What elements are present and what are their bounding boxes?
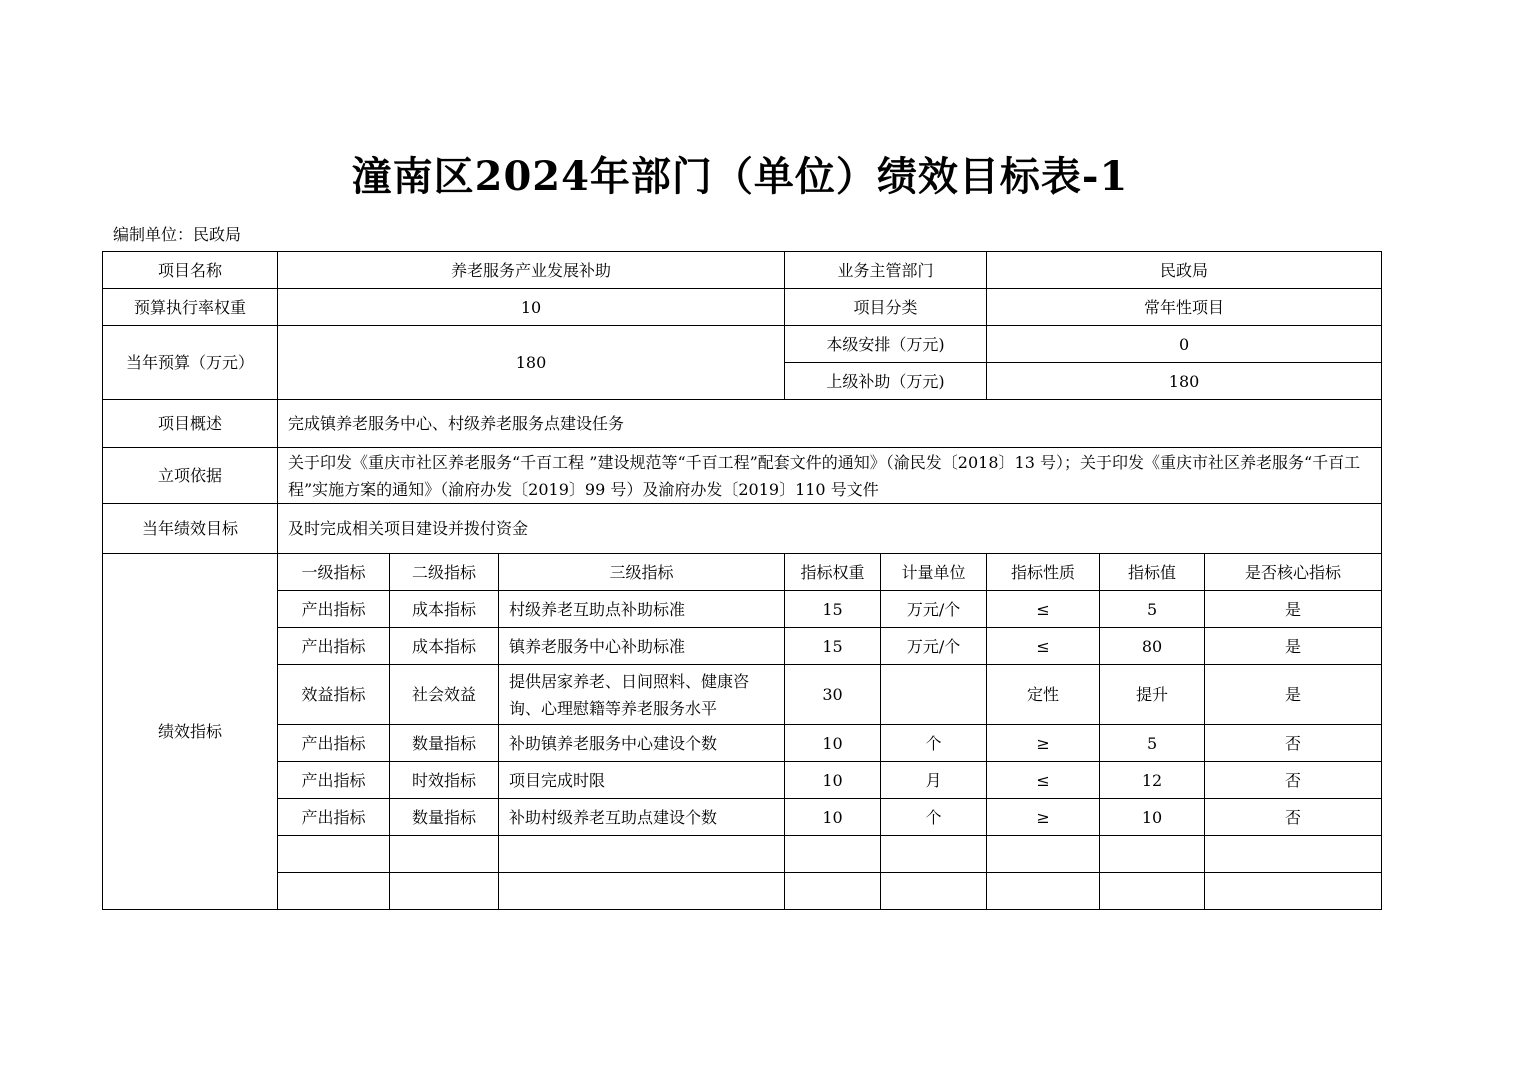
header-value: 指标值 bbox=[1100, 554, 1205, 591]
goal-label: 当年绩效目标 bbox=[103, 504, 278, 554]
level3-cell: 补助镇养老服务中心建设个数 bbox=[499, 725, 785, 762]
unit-cell: 个 bbox=[881, 725, 987, 762]
indicator-row-empty bbox=[103, 873, 1382, 910]
level3-cell: 提供居家养老、日间照料、健康咨询、心理慰籍等养老服务水平 bbox=[499, 665, 785, 725]
weight-label: 预算执行率权重 bbox=[103, 289, 278, 326]
weight-cell: 15 bbox=[785, 628, 881, 665]
empty-cell bbox=[785, 873, 881, 910]
value-cell: 提升 bbox=[1100, 665, 1205, 725]
level2-cell: 时效指标 bbox=[390, 762, 499, 799]
value-cell: 80 bbox=[1100, 628, 1205, 665]
empty-cell bbox=[785, 836, 881, 873]
weight-value: 10 bbox=[278, 289, 785, 326]
header-level3: 三级指标 bbox=[499, 554, 785, 591]
level2-cell: 成本指标 bbox=[390, 628, 499, 665]
header-unit: 计量单位 bbox=[881, 554, 987, 591]
nature-cell: ≤ bbox=[987, 628, 1100, 665]
performance-target-table bbox=[102, 251, 1382, 910]
empty-cell bbox=[499, 873, 785, 910]
level2-cell: 数量指标 bbox=[390, 799, 499, 836]
empty-cell bbox=[881, 836, 987, 873]
basis-label: 立项依据 bbox=[103, 448, 278, 504]
core-cell: 是 bbox=[1205, 628, 1382, 665]
category-label: 项目分类 bbox=[785, 289, 987, 326]
header-core: 是否核心指标 bbox=[1205, 554, 1382, 591]
category-value: 常年性项目 bbox=[987, 289, 1382, 326]
level1-cell: 产出指标 bbox=[278, 591, 390, 628]
unit-cell bbox=[881, 665, 987, 725]
level3-cell: 镇养老服务中心补助标准 bbox=[499, 628, 785, 665]
header-level1: 一级指标 bbox=[278, 554, 390, 591]
empty-cell bbox=[278, 873, 390, 910]
core-cell: 是 bbox=[1205, 665, 1382, 725]
indicator-row bbox=[103, 665, 1382, 725]
table-row bbox=[103, 289, 1382, 326]
unit-cell: 月 bbox=[881, 762, 987, 799]
unit-cell: 万元/个 bbox=[881, 628, 987, 665]
core-cell: 否 bbox=[1205, 799, 1382, 836]
weight-cell: 10 bbox=[785, 762, 881, 799]
indicator-row bbox=[103, 762, 1382, 799]
upper-label: 上级补助（万元) bbox=[785, 363, 987, 400]
unit-cell: 万元/个 bbox=[881, 591, 987, 628]
nature-cell: ≥ bbox=[987, 799, 1100, 836]
nature-cell: ≥ bbox=[987, 725, 1100, 762]
empty-cell bbox=[987, 873, 1100, 910]
level2-cell: 成本指标 bbox=[390, 591, 499, 628]
table-row bbox=[103, 326, 1382, 363]
nature-cell: ≤ bbox=[987, 591, 1100, 628]
goal-value: 及时完成相关项目建设并拨付资金 bbox=[278, 504, 1382, 554]
compiling-unit: 编制单位：民政局 bbox=[113, 225, 242, 244]
basis-value: 关于印发《重庆市社区养老服务“千百工程 ”建设规范等“千百工程”配套文件的通知》（渝民发〔2018〕13 号）；关于印发《重庆市社区养老服务“千百工程”实施方案的通知》（渝府办发〔2019〕99 号）及渝府办发〔2019〕110 号文件 bbox=[278, 448, 1382, 504]
empty-cell bbox=[1205, 873, 1382, 910]
indicator-row bbox=[103, 799, 1382, 836]
weight-cell: 30 bbox=[785, 665, 881, 725]
nature-cell: 定性 bbox=[987, 665, 1100, 725]
level2-cell: 数量指标 bbox=[390, 725, 499, 762]
level1-cell: 产出指标 bbox=[278, 762, 390, 799]
core-cell: 否 bbox=[1205, 725, 1382, 762]
table-row bbox=[103, 400, 1382, 448]
project-name-value: 养老服务产业发展补助 bbox=[278, 252, 785, 289]
level1-cell: 产出指标 bbox=[278, 799, 390, 836]
table-row bbox=[103, 252, 1382, 289]
core-cell: 否 bbox=[1205, 762, 1382, 799]
level2-cell: 社会效益 bbox=[390, 665, 499, 725]
upper-value: 180 bbox=[987, 363, 1382, 400]
value-cell: 10 bbox=[1100, 799, 1205, 836]
table-row bbox=[103, 448, 1382, 504]
empty-cell bbox=[390, 836, 499, 873]
empty-cell bbox=[499, 836, 785, 873]
value-cell: 5 bbox=[1100, 725, 1205, 762]
indicators-section-label: 绩效指标 bbox=[103, 554, 278, 910]
budget-label: 当年预算（万元） bbox=[103, 326, 278, 400]
value-cell: 12 bbox=[1100, 762, 1205, 799]
core-cell: 是 bbox=[1205, 591, 1382, 628]
header-level2: 二级指标 bbox=[390, 554, 499, 591]
indicator-row bbox=[103, 725, 1382, 762]
local-label: 本级安排（万元) bbox=[785, 326, 987, 363]
local-value: 0 bbox=[987, 326, 1382, 363]
level3-cell: 村级养老互助点补助标准 bbox=[499, 591, 785, 628]
page-title: 潼南区2024年部门（单位）绩效目标表-1 bbox=[351, 153, 1129, 200]
indicator-row-empty bbox=[103, 836, 1382, 873]
weight-cell: 10 bbox=[785, 799, 881, 836]
project-name-label: 项目名称 bbox=[103, 252, 278, 289]
level1-cell: 产出指标 bbox=[278, 628, 390, 665]
empty-cell bbox=[278, 836, 390, 873]
level1-cell: 效益指标 bbox=[278, 665, 390, 725]
indicator-row bbox=[103, 591, 1382, 628]
empty-cell bbox=[987, 836, 1100, 873]
empty-cell bbox=[1205, 836, 1382, 873]
dept-label: 业务主管部门 bbox=[785, 252, 987, 289]
indicator-header-row bbox=[103, 554, 1382, 591]
dept-value: 民政局 bbox=[987, 252, 1382, 289]
level1-cell: 产出指标 bbox=[278, 725, 390, 762]
empty-cell bbox=[1100, 836, 1205, 873]
unit-cell: 个 bbox=[881, 799, 987, 836]
empty-cell bbox=[390, 873, 499, 910]
weight-cell: 10 bbox=[785, 725, 881, 762]
level3-cell: 补助村级养老互助点建设个数 bbox=[499, 799, 785, 836]
overview-value: 完成镇养老服务中心、村级养老服务点建设任务 bbox=[278, 400, 1382, 448]
value-cell: 5 bbox=[1100, 591, 1205, 628]
overview-label: 项目概述 bbox=[103, 400, 278, 448]
table-row bbox=[103, 504, 1382, 554]
level3-cell: 项目完成时限 bbox=[499, 762, 785, 799]
header-nature: 指标性质 bbox=[987, 554, 1100, 591]
weight-cell: 15 bbox=[785, 591, 881, 628]
indicator-row bbox=[103, 628, 1382, 665]
header-weight: 指标权重 bbox=[785, 554, 881, 591]
nature-cell: ≤ bbox=[987, 762, 1100, 799]
empty-cell bbox=[881, 873, 987, 910]
empty-cell bbox=[1100, 873, 1205, 910]
budget-value: 180 bbox=[278, 326, 785, 400]
